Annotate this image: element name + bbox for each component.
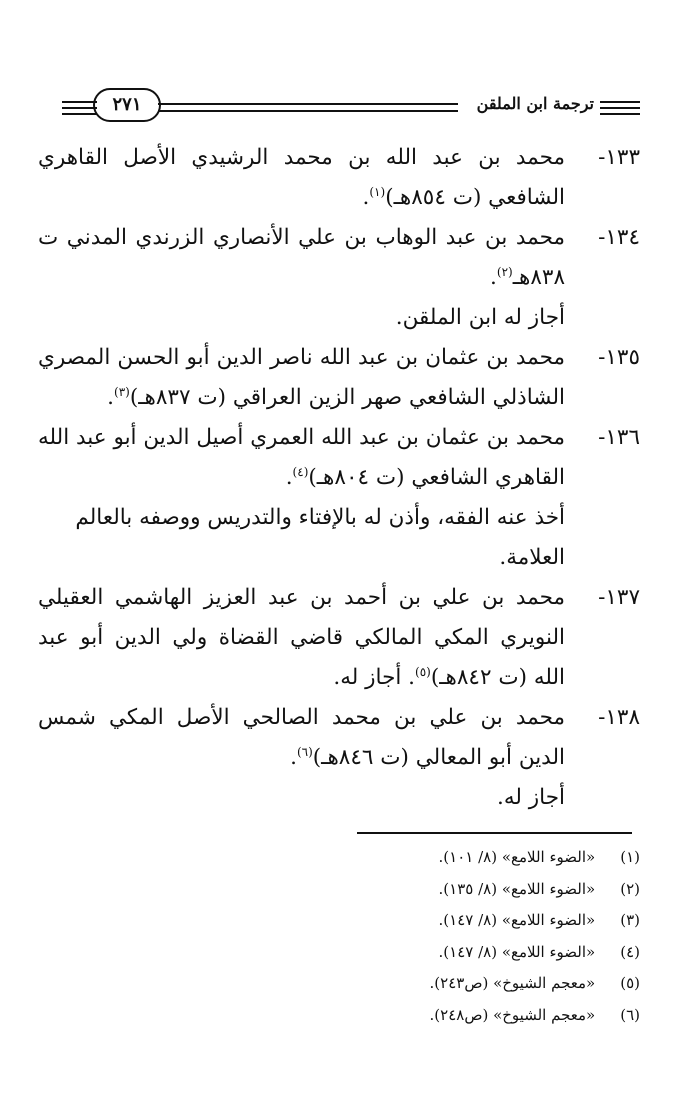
- entry-text: محمد بن عبد الله بن محمد الرشيدي الأصل القاهري الشافعي (ت ٨٥٤هـ)$^{(١)}$.: [38, 145, 565, 210]
- entry-136: [38, 418, 640, 498]
- header-rule-right-2: [600, 107, 640, 109]
- footnote: [120, 937, 640, 969]
- entry-number: ١٣٦-: [598, 425, 640, 450]
- footnote-number: (٣): [620, 911, 640, 929]
- footnote: [120, 968, 640, 1000]
- footnote-marker: (٥): [415, 664, 431, 679]
- footnote-marker: (٤): [292, 464, 309, 479]
- page-number: ٢٧١: [93, 88, 161, 122]
- entry-text: محمد بن علي بن محمد الصالحي الأصل المكي شمس الدين أبو المعالي (ت ٨٤٦هـ)$^{(٦)}$.: [38, 705, 565, 770]
- header-rule-left-2: [62, 107, 97, 109]
- footnote-text: «الضوء اللامع» (٨/ ١٤٧).: [438, 911, 596, 929]
- entry-134: [38, 218, 640, 298]
- entry-number: ١٣٧-: [598, 585, 640, 610]
- entry-text: محمد بن عثمان بن عبد الله العمري أصيل الدين أبو عبد الله القاهري الشافعي (ت ٨٠٤هـ)$^{(٤)}$.: [38, 425, 565, 490]
- entry-135: [38, 338, 640, 418]
- footnote-text: «الضوء اللامع» (٨/ ١٤٧).: [438, 942, 596, 961]
- header-rule-middle-1: [158, 103, 458, 105]
- entry-133: [38, 138, 640, 218]
- entry-note: أجاز له.: [497, 785, 565, 810]
- entry-number: ١٣٣-: [598, 145, 640, 170]
- footnote-marker: (١): [369, 184, 386, 199]
- entry-138: [38, 698, 640, 778]
- footnote-number: (٢): [620, 879, 640, 898]
- footnote: [120, 874, 640, 906]
- footnote: [120, 1000, 640, 1032]
- footnote-marker: (٢): [496, 264, 513, 279]
- footnote-text: «معجم الشيوخ» (ص٢٤٨).: [429, 1005, 596, 1024]
- footnote-number: (٦): [620, 1005, 640, 1024]
- header-rule-middle-2: [158, 110, 458, 112]
- entry-note: أخذ عنه الفقه، وأذن له بالإفتاء والتدريس ووصفه بالعالم العلامة.: [75, 505, 565, 570]
- footnote-text: «معجم الشيوخ» (ص٢٤٣).: [429, 974, 596, 992]
- biography-list: [38, 138, 640, 818]
- footnote: [120, 905, 640, 937]
- header-rule-left-1: [62, 101, 97, 103]
- entry-number: ١٣٥-: [598, 345, 640, 370]
- entry-number: ١٣٤-: [598, 225, 640, 250]
- entry-number: ١٣٨-: [598, 705, 640, 730]
- header-rule-left-3: [62, 113, 97, 115]
- footnote-number: (٥): [620, 974, 640, 992]
- entry-137: [38, 578, 640, 698]
- footnote: [120, 842, 640, 874]
- entry-text: محمد بن علي بن أحمد بن عبد العزيز الهاشمي العقيلي النويري المكي المالكي قاضي القضاة ولي الدين أبو عبد الله (ت ٨٤٢هـ)$^{(٥)}$. أجاز له.: [38, 585, 565, 690]
- entry-text: محمد بن عثمان بن عبد الله ناصر الدين أبو الحسن المصري الشاذلي الشافعي صهر الزين العراقي (ت ٨٣٧هـ)$^{(٣)}$.: [38, 345, 565, 410]
- header-rule-right-3: [600, 113, 640, 115]
- footnote-text: «الضوء اللامع» (٨/ ١٣٥).: [438, 879, 596, 898]
- footnote-text: «الضوء اللامع» (٨/ ١٠١).: [438, 848, 596, 866]
- running-header-title: ترجمة ابن الملقن: [476, 94, 594, 113]
- footnote-marker: (٣): [114, 384, 130, 399]
- footnote-number: (١): [620, 848, 640, 866]
- footnote-marker: (٦): [296, 744, 313, 759]
- entry-text: محمد بن عبد الوهاب بن علي الأنصاري الزرندي المدني ت ٨٣٨هـ$^{(٢)}$.: [38, 225, 565, 290]
- entry-note: أجاز له ابن الملقن.: [395, 305, 565, 330]
- footnote-number: (٤): [620, 942, 640, 961]
- header-rule-right-1: [600, 101, 640, 103]
- footnotes: [120, 842, 640, 1031]
- footnote-separator: [357, 832, 632, 834]
